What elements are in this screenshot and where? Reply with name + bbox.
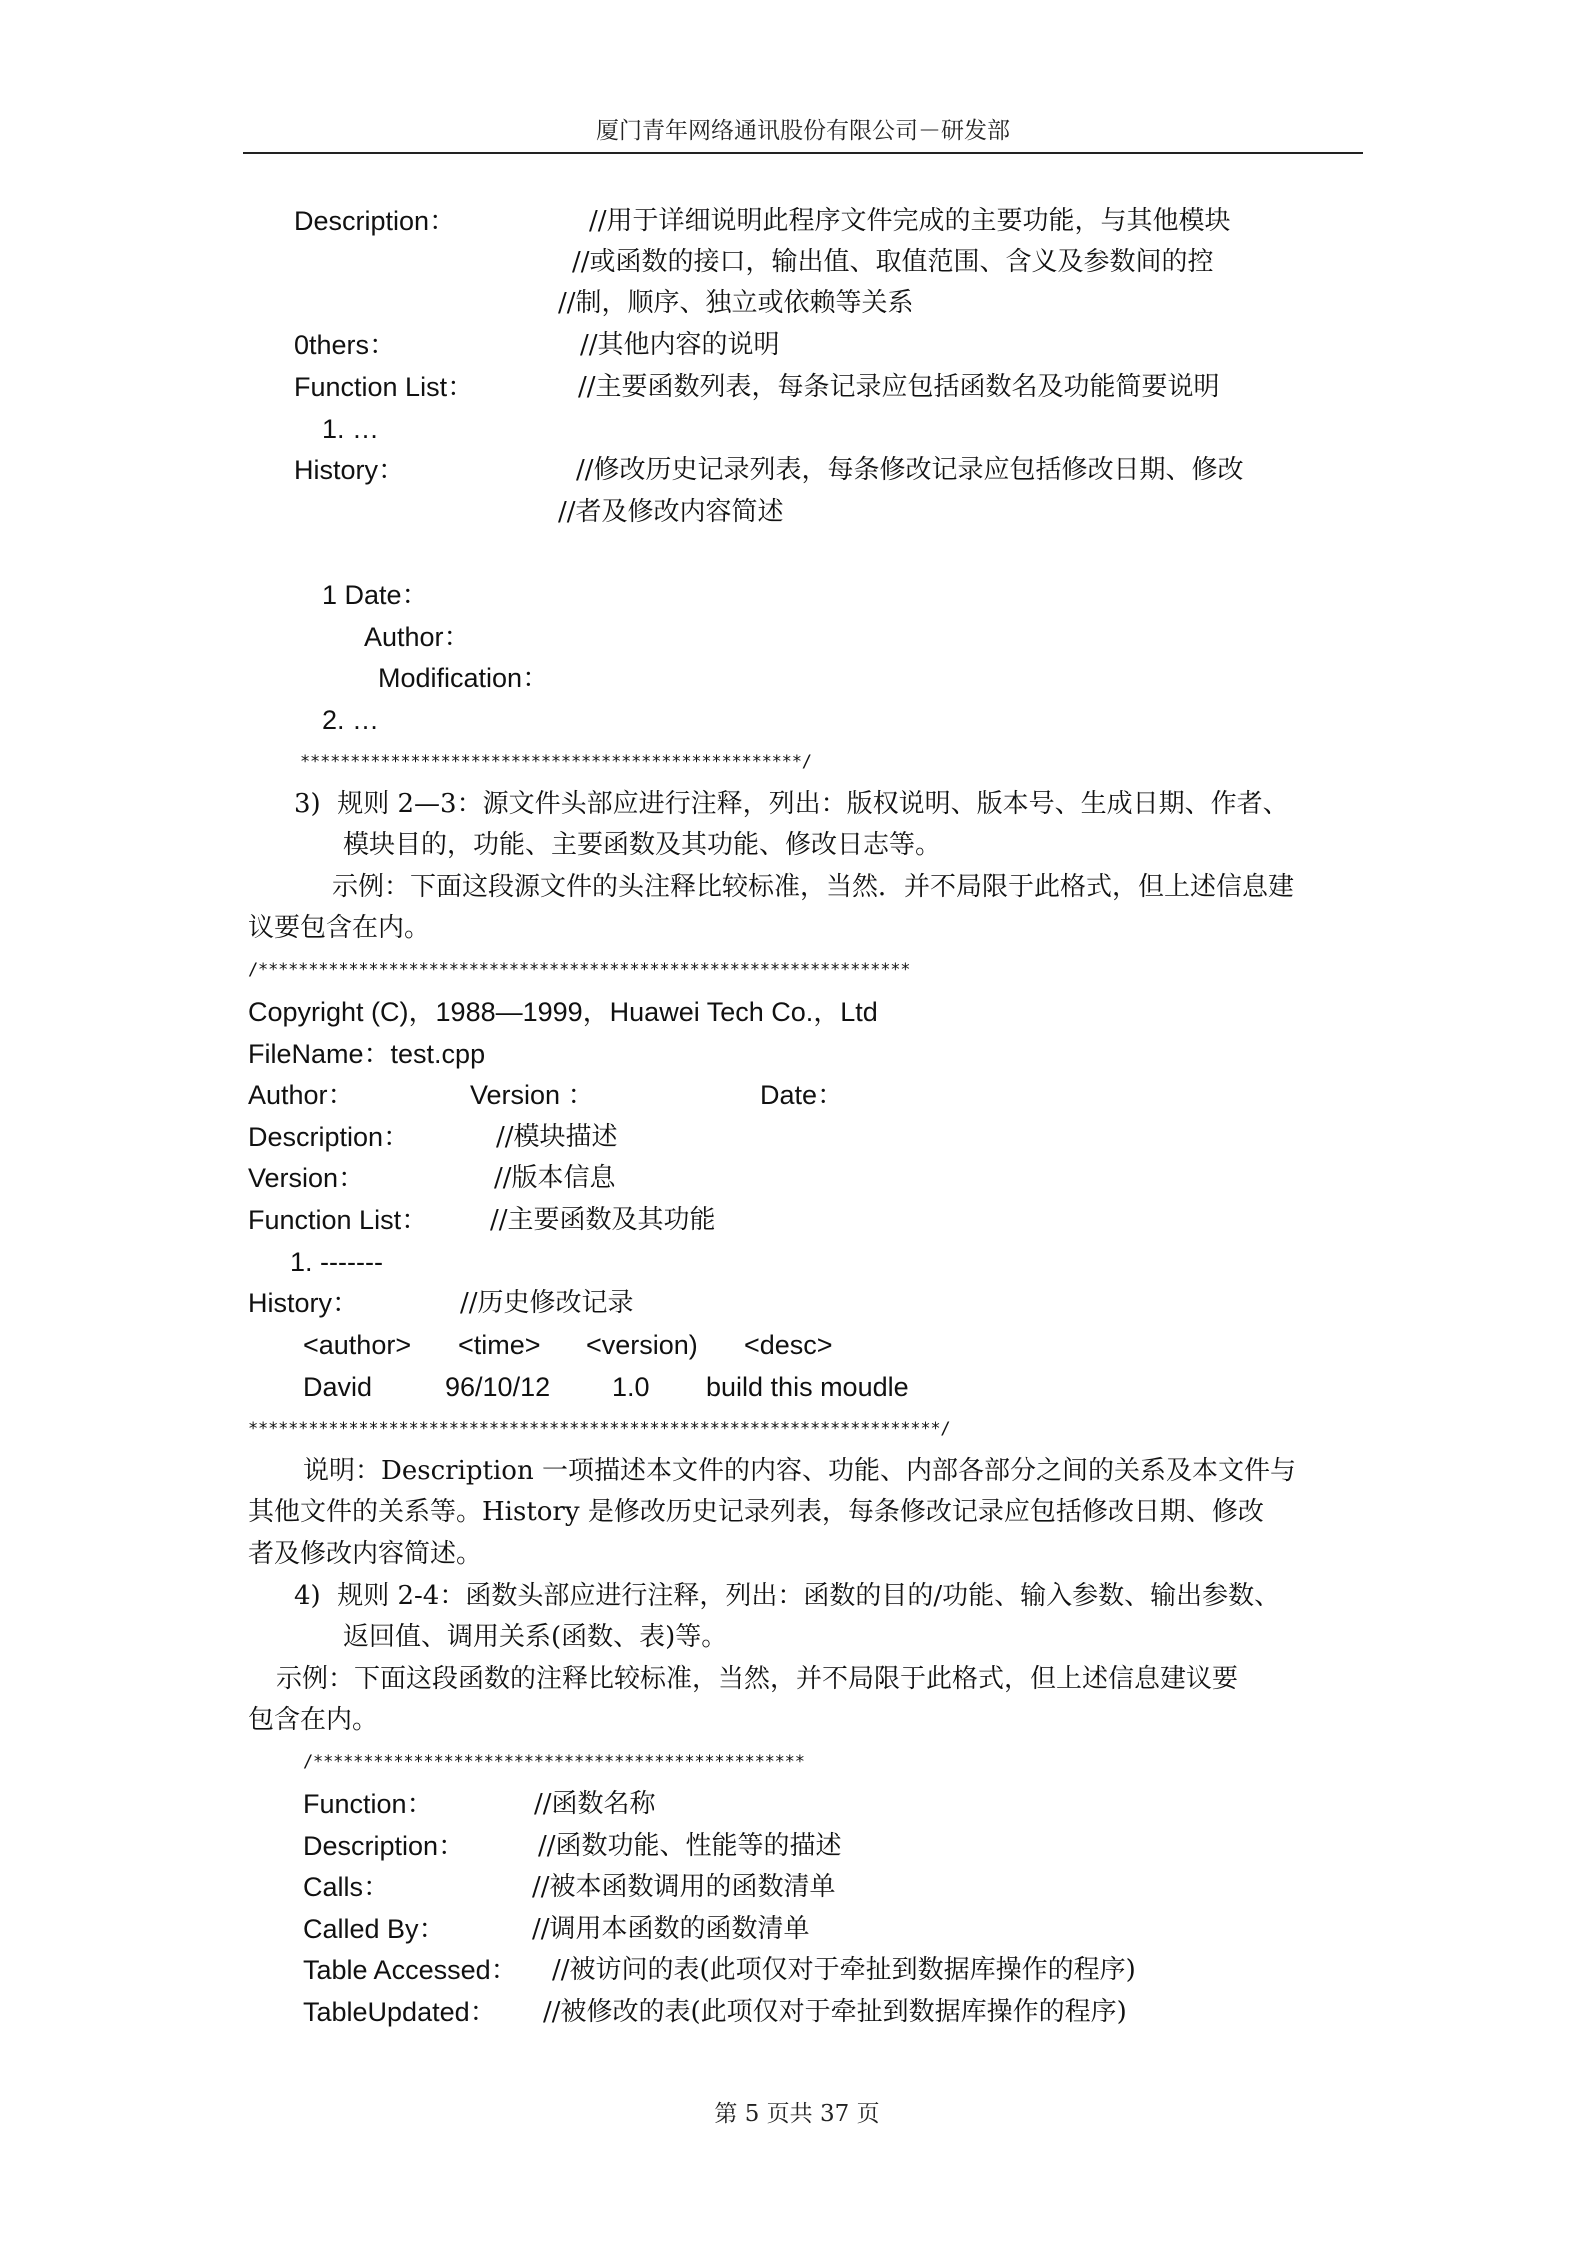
function-list-label: Function List： — [294, 372, 475, 402]
others-label: 0thers： — [294, 330, 397, 360]
explain-line-1: 说明：Description 一项描述本文件的内容、功能、内部各部分之间的关系及本文件与 — [303, 1456, 1296, 1486]
rule-3-line-1: 3) 规则 2—3：源文件头部应进行注释，列出：版权说明、版本号、生成日期、作者、 — [294, 789, 1289, 819]
description-label-3: Description： — [303, 1831, 466, 1861]
others-text: //其他内容的说明 — [580, 330, 780, 360]
description-text-func: //函数功能、性能等的描述 — [538, 1831, 842, 1861]
date-label: 1 Date： — [322, 580, 429, 610]
row-desc: build this moudle — [706, 1372, 909, 1402]
row-version: 1.0 — [612, 1372, 650, 1402]
col-desc: <desc> — [744, 1330, 833, 1360]
description-text-2: //或函数的接口，输出值、取值范围、含义及参数间的控 — [572, 247, 1214, 277]
description-label-2: Description： — [248, 1122, 411, 1152]
function-list-text-2: //主要函数及其功能 — [490, 1205, 716, 1235]
function-list-text: //主要函数列表，每条记录应包括函数名及功能简要说明 — [578, 372, 1220, 402]
comment-start-stars-2: /************************************************* — [303, 1752, 805, 1772]
row-time: 96/10/12 — [445, 1372, 551, 1402]
row-author: David — [303, 1372, 373, 1402]
rule-3-example-1: 示例：下面这段源文件的头注释比较标准，当然．并不局限于此格式，但上述信息建 — [332, 872, 1295, 902]
table-accessed-label: Table Accessed： — [303, 1955, 518, 1985]
version-text: //版本信息 — [494, 1163, 616, 1193]
function-list-item: 1. … — [322, 414, 380, 444]
history-text-1: //修改历史记录列表，每条修改记录应包括修改日期、修改 — [576, 455, 1244, 485]
rule-3-line-2: 模块目的，功能、主要函数及其功能、修改日志等。 — [343, 830, 942, 860]
page-header: 厦门青年网络通讯股份有限公司－研发部 — [596, 118, 1010, 144]
history-item-2: 2. … — [322, 705, 380, 735]
rule-3-example-2: 议要包含在内。 — [248, 913, 431, 943]
page-footer: 第 5 页共 37 页 — [714, 2101, 880, 2127]
filename-line: FileName：test.cpp — [248, 1039, 486, 1069]
description-label: Description： — [294, 206, 457, 236]
explain-line-3: 者及修改内容简述。 — [248, 1539, 483, 1569]
rule-4-example-1: 示例：下面这段函数的注释比较标准，当然，并不局限于此格式，但上述信息建议要 — [276, 1664, 1239, 1694]
description-text-module: //模块描述 — [496, 1122, 618, 1152]
called-by-text: //调用本函数的函数清单 — [532, 1914, 810, 1944]
history-label: History： — [294, 455, 406, 485]
history-text-2: //者及修改内容简述 — [558, 497, 784, 527]
version-label: Version ： — [470, 1080, 595, 1110]
col-time: <time> — [458, 1330, 541, 1360]
version-label-2: Version： — [248, 1163, 366, 1193]
function-list-label-2: Function List： — [248, 1205, 429, 1235]
comment-end-stars: **************************************************/ — [300, 752, 812, 772]
calls-label: Calls： — [303, 1872, 391, 1902]
explain-line-2: 其他文件的关系等。History 是修改历史记录列表，每条修改记录应包括修改日期、修改 — [248, 1497, 1264, 1527]
calls-text: //被本函数调用的函数清单 — [532, 1872, 836, 1902]
function-label: Function： — [303, 1789, 434, 1819]
history-label-2: History： — [248, 1288, 360, 1318]
date-label-2: Date： — [760, 1080, 845, 1110]
table-updated-label: TableUpdated： — [303, 1997, 497, 2027]
table-updated-text: //被修改的表(此项仅对于牵扯到数据库操作的程序) — [543, 1997, 1127, 2027]
description-text-3: //制，顺序、独立或依赖等关系 — [558, 288, 914, 318]
col-author: <author> — [303, 1330, 412, 1360]
modification-label: Modification： — [378, 663, 550, 693]
table-accessed-text: //被访问的表(此项仅对于牵扯到数据库操作的程序) — [552, 1955, 1136, 1985]
rule-4-line-2: 返回值、调用关系(函数、表)等。 — [343, 1622, 728, 1652]
history-text-3: //历史修改记录 — [460, 1288, 634, 1318]
author-label: Author： — [364, 622, 471, 652]
rule-4-line-1: 4) 规则 2-4：函数头部应进行注释，列出：函数的目的/功能、输入参数、输出参数、 — [294, 1581, 1281, 1611]
copyright-line: Copyright (C)，1988—1999，Huawei Tech Co.，Ltd — [248, 997, 878, 1027]
author-label-2: Author： — [248, 1080, 355, 1110]
col-version: <version) — [586, 1330, 698, 1360]
function-text: //函数名称 — [534, 1789, 656, 1819]
comment-start-stars: /***************************************************************** — [248, 960, 911, 980]
description-text-1: //用于详细说明此程序文件完成的主要功能，与其他模块 — [589, 206, 1231, 236]
called-by-label: Called By： — [303, 1914, 446, 1944]
comment-end-stars-2: *********************************************************************/ — [248, 1419, 951, 1439]
rule-4-example-2: 包含在内。 — [248, 1705, 379, 1735]
header-rule — [243, 152, 1363, 154]
function-list-item-2: 1. ------- — [290, 1247, 383, 1277]
